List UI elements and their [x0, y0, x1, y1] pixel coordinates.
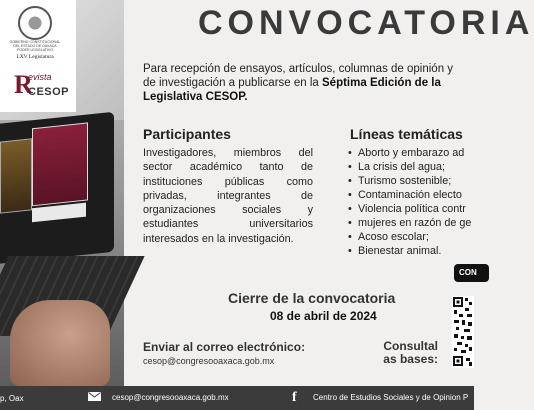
participantes-heading: Participantes [143, 126, 231, 142]
intro-text [143, 62, 474, 104]
revista-mark: R [14, 70, 33, 99]
cierre-heading: Cierre de la convocatoria [228, 290, 396, 306]
footer-location: p, Oax [0, 394, 24, 403]
qr-code-graphic [452, 296, 474, 368]
laptop-photo [0, 0, 124, 386]
consulta-line-2: as bases: [383, 352, 438, 366]
legislature-line-3: PODER LEGISLATIVO [17, 48, 53, 52]
magazine-cover-back [0, 138, 32, 213]
revista-word: evista [28, 72, 52, 82]
contact-email-link[interactable]: cesop@congresooaxaca.gob.mx [143, 356, 275, 366]
intro-line-3 [143, 90, 474, 104]
mail-icon [88, 392, 101, 401]
intro-line-1: Para recepción de ensayos, artículos, columnas de opinión y [143, 63, 454, 75]
list-item: • La crisis del agua; [344, 160, 474, 174]
footer-facebook-page[interactable]: Centro de Estudios Sociales y de Opinion P [313, 393, 469, 402]
laptop-screen-image [0, 112, 114, 265]
magazine-caption [32, 203, 86, 223]
footer-email-link[interactable]: cesop@congresooaxaca.gob.mx [112, 393, 229, 402]
list-item: • Aborto y embarazo ad [344, 146, 474, 160]
logo-panel [0, 0, 76, 112]
legislature-name: LXV Legislatura [16, 54, 54, 60]
revista-cesop-logo [14, 70, 70, 106]
enviar-heading: Enviar al correo electrónico: [143, 340, 306, 354]
list-item: • Violencia política contr [344, 202, 474, 216]
participantes-text: Investigadores, miembros del sector académico tanto de instituciones públicas como privadas, integrantes de organizaciones sociales y estudiantes universitarios interesados en la investigación. [143, 147, 313, 245]
intro-line-2 [143, 76, 474, 90]
lineas-heading: Líneas temáticas [350, 126, 463, 142]
list-item: • Contaminación electo [344, 188, 474, 202]
lineas-list [344, 146, 474, 258]
convocatoria-badge: CON [454, 264, 489, 282]
page-title: CONVOCATORIA [198, 4, 534, 42]
list-item: • Bienestar animal. [344, 244, 474, 258]
state-seal-icon [18, 6, 52, 40]
facebook-icon[interactable]: f [292, 390, 297, 405]
hand-image [10, 300, 110, 386]
qr-code-icon[interactable] [452, 296, 474, 368]
consulta-line-1: Consultal [383, 339, 438, 353]
intro-line-2-bold: Séptima Edición de la [322, 77, 441, 89]
list-item: • Acoso escolar; [344, 230, 474, 244]
intro-line-3-bold: Legislativa CESOP. [143, 91, 248, 103]
legislature-line-1: GOBIERNO CONSTITUCIONAL [9, 40, 61, 44]
magazine-cover [32, 122, 88, 206]
footer-bar [0, 386, 474, 410]
intro-line-2-plain: de investigación a publicarse en la [143, 77, 323, 89]
consulta-heading [380, 340, 438, 366]
legislature-line-2: DEL ESTADO DE OAXACA [13, 44, 57, 48]
list-item: • Turismo sostenible; [344, 174, 474, 188]
list-item: • mujeres en razón de ge [344, 216, 474, 230]
cierre-date: 08 de abril de 2024 [270, 309, 377, 323]
revista-name: CESOP [28, 86, 70, 98]
